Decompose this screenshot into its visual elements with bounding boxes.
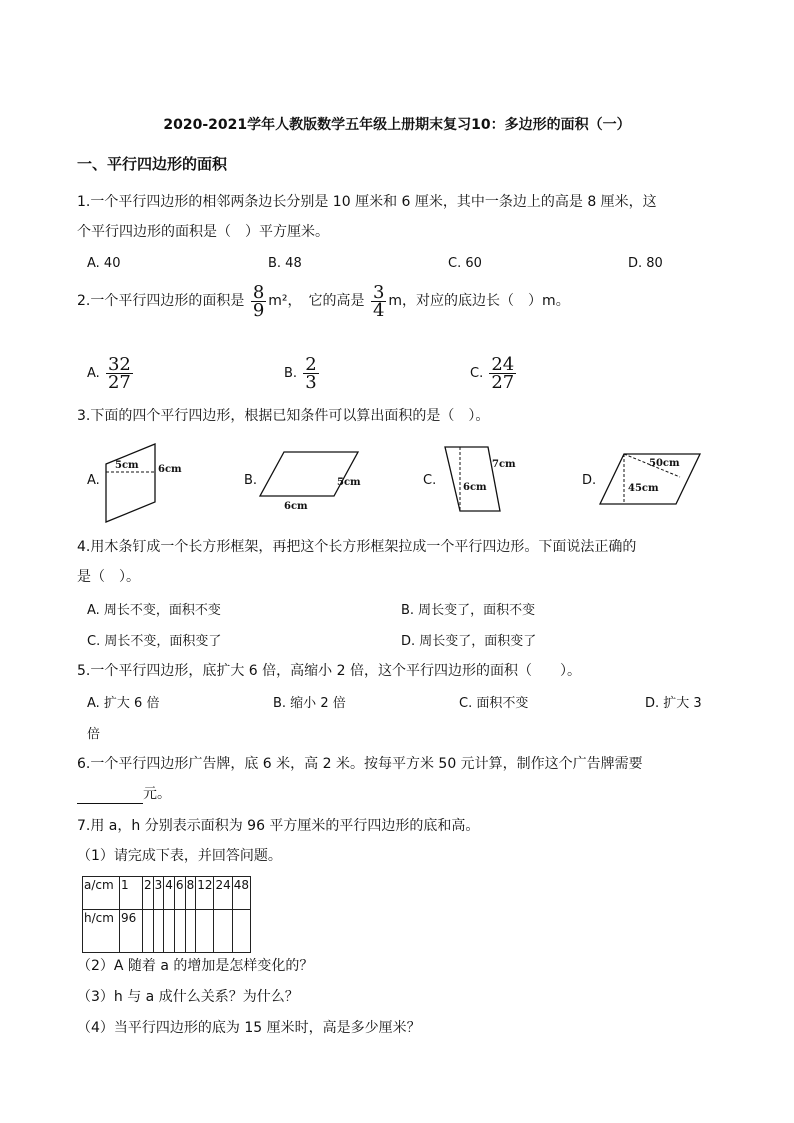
q6-line1: 6.一个平行四边形广告牌，底 6 米，高 2 米。按每平方米 50 元计算，制作这个广告牌需要 — [77, 756, 643, 772]
q2-area-den: 9 — [252, 299, 265, 321]
q5-text: 5.一个平行四边形，底扩大 6 倍，高缩小 2 倍，这个平行四边形的面积（ ）。 — [77, 663, 581, 679]
q2-option-b-den: 3 — [305, 372, 317, 393]
q2-area-num: 8 — [252, 281, 265, 303]
q7-table-header-a: a/cm — [83, 877, 120, 910]
q7-table-input-cell[interactable] — [153, 910, 164, 953]
q3-figure-a-side: 6cm — [158, 464, 182, 475]
q6-suffix: 元。 — [143, 786, 171, 802]
q7-table-header-h: h/cm — [83, 910, 120, 953]
q2-suffix: m，对应的底边长（ ）m。 — [388, 293, 570, 309]
section-heading: 一、平行四边形的面积 — [77, 155, 228, 173]
q2-option-b-fraction — [303, 356, 318, 391]
q2-option-c-den: 27 — [491, 372, 515, 393]
q1-option-a[interactable]: A. 40 — [87, 256, 121, 271]
q3-figure-b-side: 5cm — [337, 477, 361, 488]
q2-middle: ， 它的高是 — [287, 293, 365, 309]
q7-sub2: （2）A 随着 a 的增加是怎样变化的？ — [77, 958, 314, 974]
q4-option-c[interactable]: C. 周长不变，面积变了 — [87, 634, 222, 649]
q7-table-cell: 48 — [232, 877, 250, 910]
q2-height-num: 3 — [372, 281, 385, 303]
q7-table-input-cell[interactable] — [164, 910, 175, 953]
q7-table-input-cell[interactable] — [214, 910, 232, 953]
q7-table-cell: 8 — [185, 877, 196, 910]
q7-text: 7.用 a，h 分别表示面积为 96 平方厘米的平行四边形的底和高。 — [77, 818, 480, 834]
q2-option-a-label: A. — [87, 366, 100, 381]
q2-height-fraction — [371, 281, 386, 321]
q3-figure-c[interactable] — [440, 444, 530, 516]
q7-table-input-cell[interactable] — [232, 910, 250, 953]
q7-table-cell: 12 — [196, 877, 214, 910]
q4-line1: 4.用木条钉成一个长方形框架，再把这个长方形框架拉成一个平行四边形。下面说法正确的 — [77, 539, 637, 555]
q7-table-cell: 2 — [143, 877, 154, 910]
q7-table-input-cell[interactable] — [185, 910, 196, 953]
q4-option-d[interactable]: D. 周长变了，面积变了 — [401, 634, 537, 649]
q1-line2: 个平行四边形的面积是（ ）平方厘米。 — [77, 224, 329, 240]
q7-table-input-cell[interactable] — [196, 910, 214, 953]
q7-table-cell: 4 — [164, 877, 175, 910]
q3-figure-d-side: 50cm — [649, 458, 680, 469]
q2-option-b[interactable] — [284, 356, 321, 391]
q5-option-d-wrap: 倍 — [87, 727, 101, 742]
q2-option-a-den: 27 — [107, 372, 131, 393]
q2-area-unit: m² — [268, 293, 288, 309]
q2-height-den: 4 — [372, 299, 385, 321]
q4-option-a[interactable]: A. 周长不变，面积不变 — [87, 603, 221, 618]
q1-option-b[interactable]: B. 48 — [268, 256, 302, 271]
q3-figure-a-base: 5cm — [115, 460, 139, 471]
q7-table-cell: 1 — [120, 877, 143, 910]
q3-figure-b-label[interactable]: B. — [244, 473, 258, 488]
q2-option-c-fraction — [489, 356, 516, 391]
q7-sub3: （3）h 与 a 成什么关系？为什么？ — [77, 989, 299, 1005]
q2-option-a-fraction — [106, 356, 133, 391]
q2-option-c[interactable] — [470, 356, 518, 391]
q6-answer-blank[interactable] — [77, 789, 143, 804]
q7-table-cell: 24 — [214, 877, 232, 910]
q3-figure-c-side: 7cm — [492, 459, 516, 470]
q3-figure-d[interactable] — [596, 449, 706, 511]
q7-table-row-h — [83, 910, 251, 953]
q7-sub1: （1）请完成下表，并回答问题。 — [77, 848, 282, 864]
q2-option-a[interactable] — [87, 356, 135, 391]
q3-figure-b-base: 6cm — [284, 501, 308, 512]
q5-option-c[interactable]: C. 面积不变 — [459, 696, 529, 711]
q3-figure-c-label[interactable]: C. — [423, 473, 437, 488]
q2-option-c-num: 24 — [491, 354, 515, 375]
q2-option-b-label: B. — [284, 366, 298, 381]
q4-option-b[interactable]: B. 周长变了，面积不变 — [401, 603, 536, 618]
q1-option-c[interactable]: C. 60 — [448, 256, 482, 271]
page-title: 2020-2021学年人教版数学五年级上册期末复习10：多边形的面积（一） — [163, 117, 631, 133]
q3-figure-d-height: 45cm — [628, 483, 659, 494]
q6-line2 — [77, 784, 171, 804]
q3-figure-d-label[interactable]: D. — [582, 473, 597, 488]
q7-table — [82, 876, 251, 953]
q3-figure-c-height: 6cm — [463, 482, 487, 493]
q3-text: 3.下面的四个平行四边形，根据已知条件可以算出面积的是（ ）。 — [77, 408, 490, 424]
q7-sub4: （4）当平行四边形的底为 15 厘米时，高是多少厘米？ — [77, 1020, 421, 1036]
q2-option-b-num: 2 — [305, 354, 317, 375]
q7-table-cell: 6 — [174, 877, 185, 910]
q3-figure-a[interactable] — [100, 442, 190, 524]
q5-option-d[interactable]: D. 扩大 3 — [645, 696, 702, 711]
q3-figure-a-label[interactable]: A. — [87, 473, 100, 488]
q1-option-d[interactable]: D. 80 — [628, 256, 663, 271]
q1-line1: 1.一个平行四边形的相邻两条边长分别是 10 厘米和 6 厘米，其中一条边上的高是 8 厘米，这 — [77, 194, 657, 210]
q2-stem — [77, 282, 570, 320]
q2-option-c-label: C. — [470, 366, 484, 381]
q2-prefix: 2.一个平行四边形的面积是 — [77, 293, 245, 309]
q7-table-input-cell[interactable] — [174, 910, 185, 953]
q5-option-b[interactable]: B. 缩小 2 倍 — [273, 696, 346, 711]
q7-table-input-cell[interactable] — [143, 910, 154, 953]
q5-option-a[interactable]: A. 扩大 6 倍 — [87, 696, 160, 711]
q7-table-cell: 3 — [153, 877, 164, 910]
q7-table-cell: 96 — [120, 910, 143, 953]
q4-line2: 是（ ）。 — [77, 569, 140, 585]
q2-area-fraction — [251, 281, 266, 321]
q2-option-a-num: 32 — [107, 354, 131, 375]
q3-figure-b[interactable] — [258, 448, 368, 512]
q7-table-row-a — [83, 877, 251, 910]
